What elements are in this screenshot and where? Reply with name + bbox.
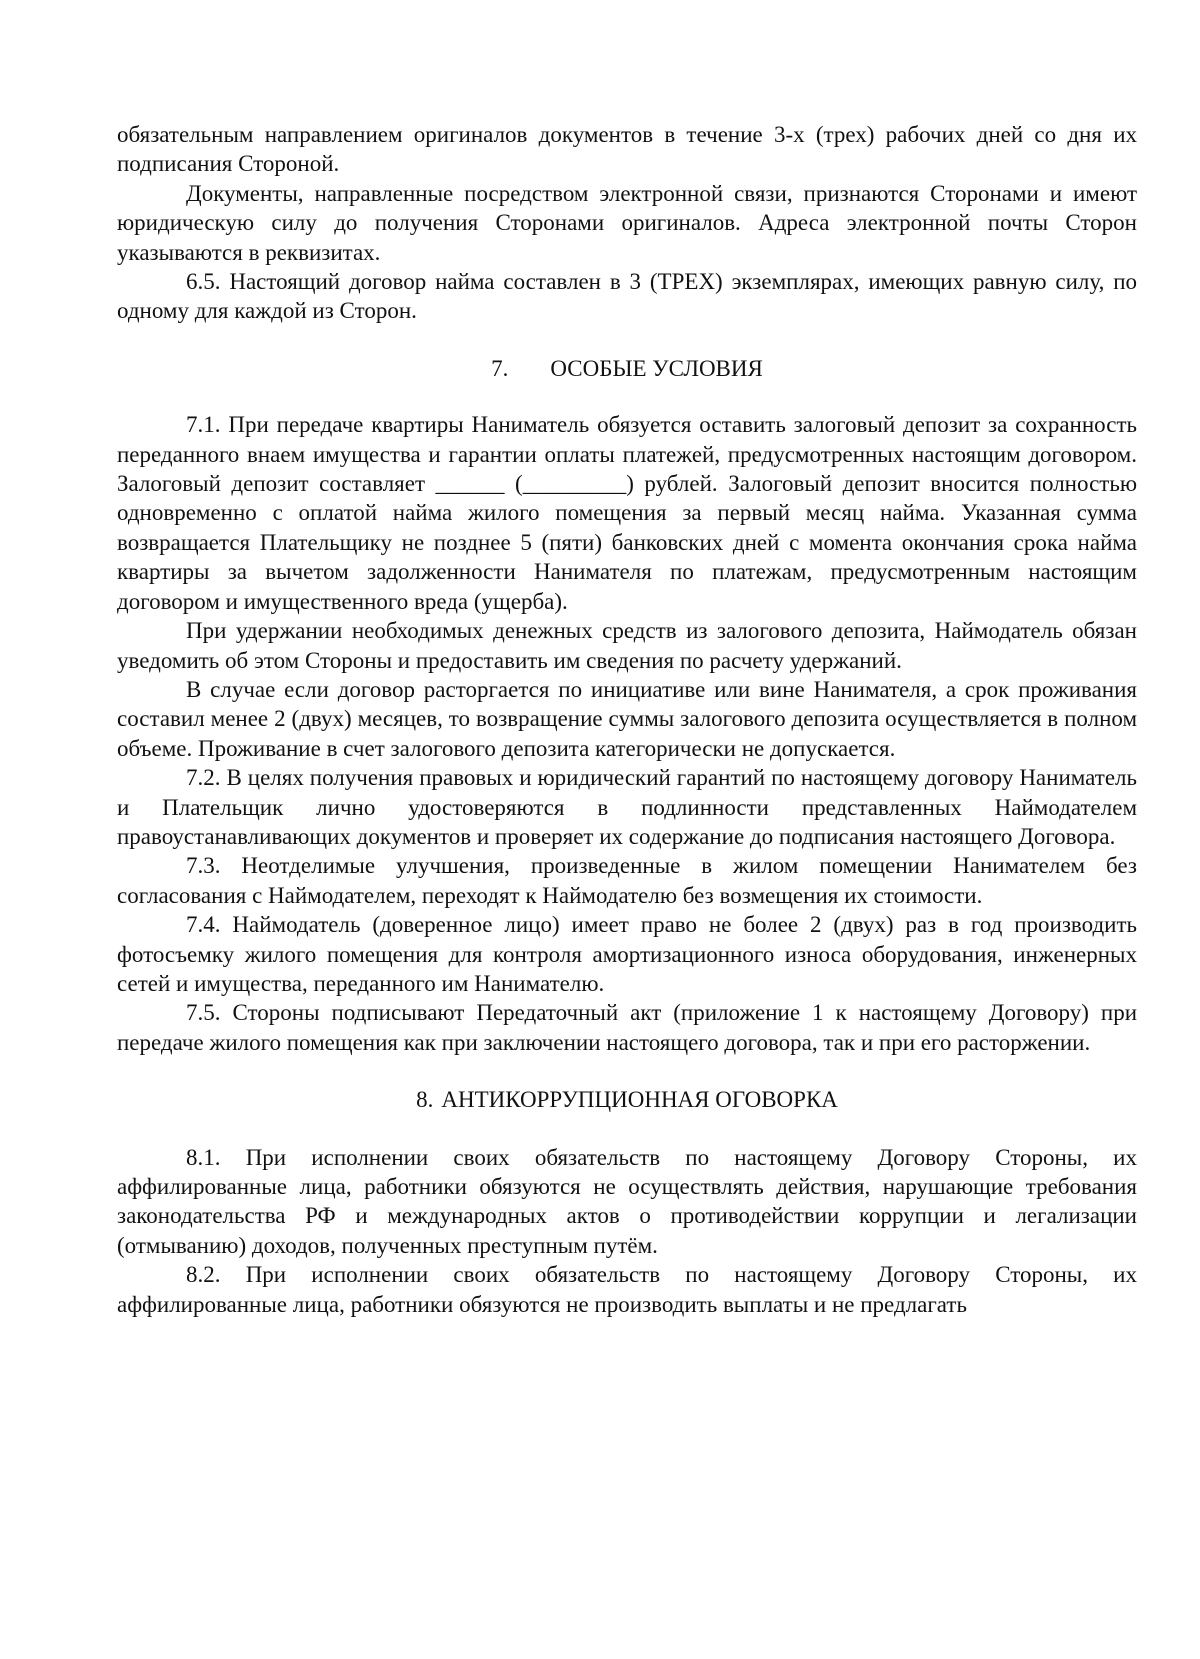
document-page xyxy=(117,120,1137,1319)
paragraph-termination: В случае если договор расторгается по инициативе или вине Нанимателя, а срок проживания составил менее 2 (двух) месяцев, то возвращение суммы залогового депозита осуществляется в полном объеме. Проживание в счет залогового депозита категорически не допускается. xyxy=(117,676,1137,761)
paragraph-withholding: При удержании необходимых денежных средств из залогового депозита, Наймодатель обязан уведомить об этом Стороны и предоставить им сведения по расчету удержаний. xyxy=(117,618,1137,673)
paragraph-6-5: 6.5. Настоящий договор найма составлен в 3 (ТРЕХ) экземплярах, имеющих равную силу, по одному для каждой из Сторон. xyxy=(117,269,1137,324)
section-7-number: 7. xyxy=(491,355,509,381)
section-8-title: АНТИКОРРУПЦИОННАЯ ОГОВОРКА xyxy=(441,1087,838,1113)
paragraph-7-1: 7.1. При передаче квартиры Наниматель обязуется оставить залоговый депозит за сохранность переданного внаем имущества и гарантии оплаты платежей, предусмотренных настоящим договором. Залоговый депозит составляет ______ (_________) рублей. Залоговый депозит вносится полностью одновременно с оплатой найма жилого помещения за первый месяц найма. Указанная сумма возвращается Плательщику не позднее 5 (пяти) банковских дней с момента окончания срока найма квартиры за вычетом задолженности Нанимателя по платежам, предусмотренным настоящим договором и имущественного вреда (ущерба). xyxy=(117,412,1137,614)
paragraph-7-2: 7.2. В целях получения правовых и юридический гарантий по настоящему договору Наниматель и Плательщик лично удостоверяются в подлинности представленных Наймодателем правоустанавливающих документов и проверяет их содержание до подписания настоящего Договора. xyxy=(117,765,1137,849)
paragraph-documents-email: Документы, направленные посредством электронной связи, признаются Сторонами и имеют юридическую силу до получения Сторонами оригиналов. Адреса электронной почты Сторон указываются в реквизитах. xyxy=(117,180,1137,265)
paragraph-8-2: 8.2. При исполнении своих обязательств по настоящему Договору Стороны, их аффилированные лица, работники обязуются не производить выплаты и не предлагать xyxy=(117,1262,1137,1317)
section-7-title: ОСОБЫЕ УСЛОВИЯ xyxy=(550,355,763,381)
paragraph-7-4: 7.4. Наймодатель (доверенное лицо) имеет право не более 2 (двух) раз в год производить фотосъемку жилого помещения для контроля амортизационного износа оборудования, инженерных сетей и имущества, переданного им Нанимателю. xyxy=(117,912,1137,996)
section-8-number: 8. xyxy=(416,1087,434,1113)
paragraph-7-5: 7.5. Стороны подписывают Передаточный акт (приложение 1 к настоящему Договору) при передаче жилого помещения как при заключении настоящего договора, так и при его расторжении. xyxy=(117,1000,1137,1055)
paragraph-8-1: 8.1. При исполнении своих обязательств по настоящему Договору Стороны, их аффилированные лица, работники обязуются не осуществлять действия, нарушающие требования законодательства РФ и международных актов о противодействии коррупции и легализации (отмыванию) доходов, полученных преступным путём. xyxy=(117,1144,1137,1258)
section-7-heading xyxy=(117,354,1137,383)
paragraph-continuation: обязательным направлением оригиналов документов в течение 3-х (трех) рабочих дней со дня их подписания Стороной. xyxy=(117,122,1137,177)
section-8-heading xyxy=(117,1085,1137,1114)
paragraph-7-3: 7.3. Неотделимые улучшения, произведенные в жилом помещении Нанимателем без согласования с Наймодателем, переходят к Наймодателю без возмещения их стоимости. xyxy=(117,853,1137,908)
